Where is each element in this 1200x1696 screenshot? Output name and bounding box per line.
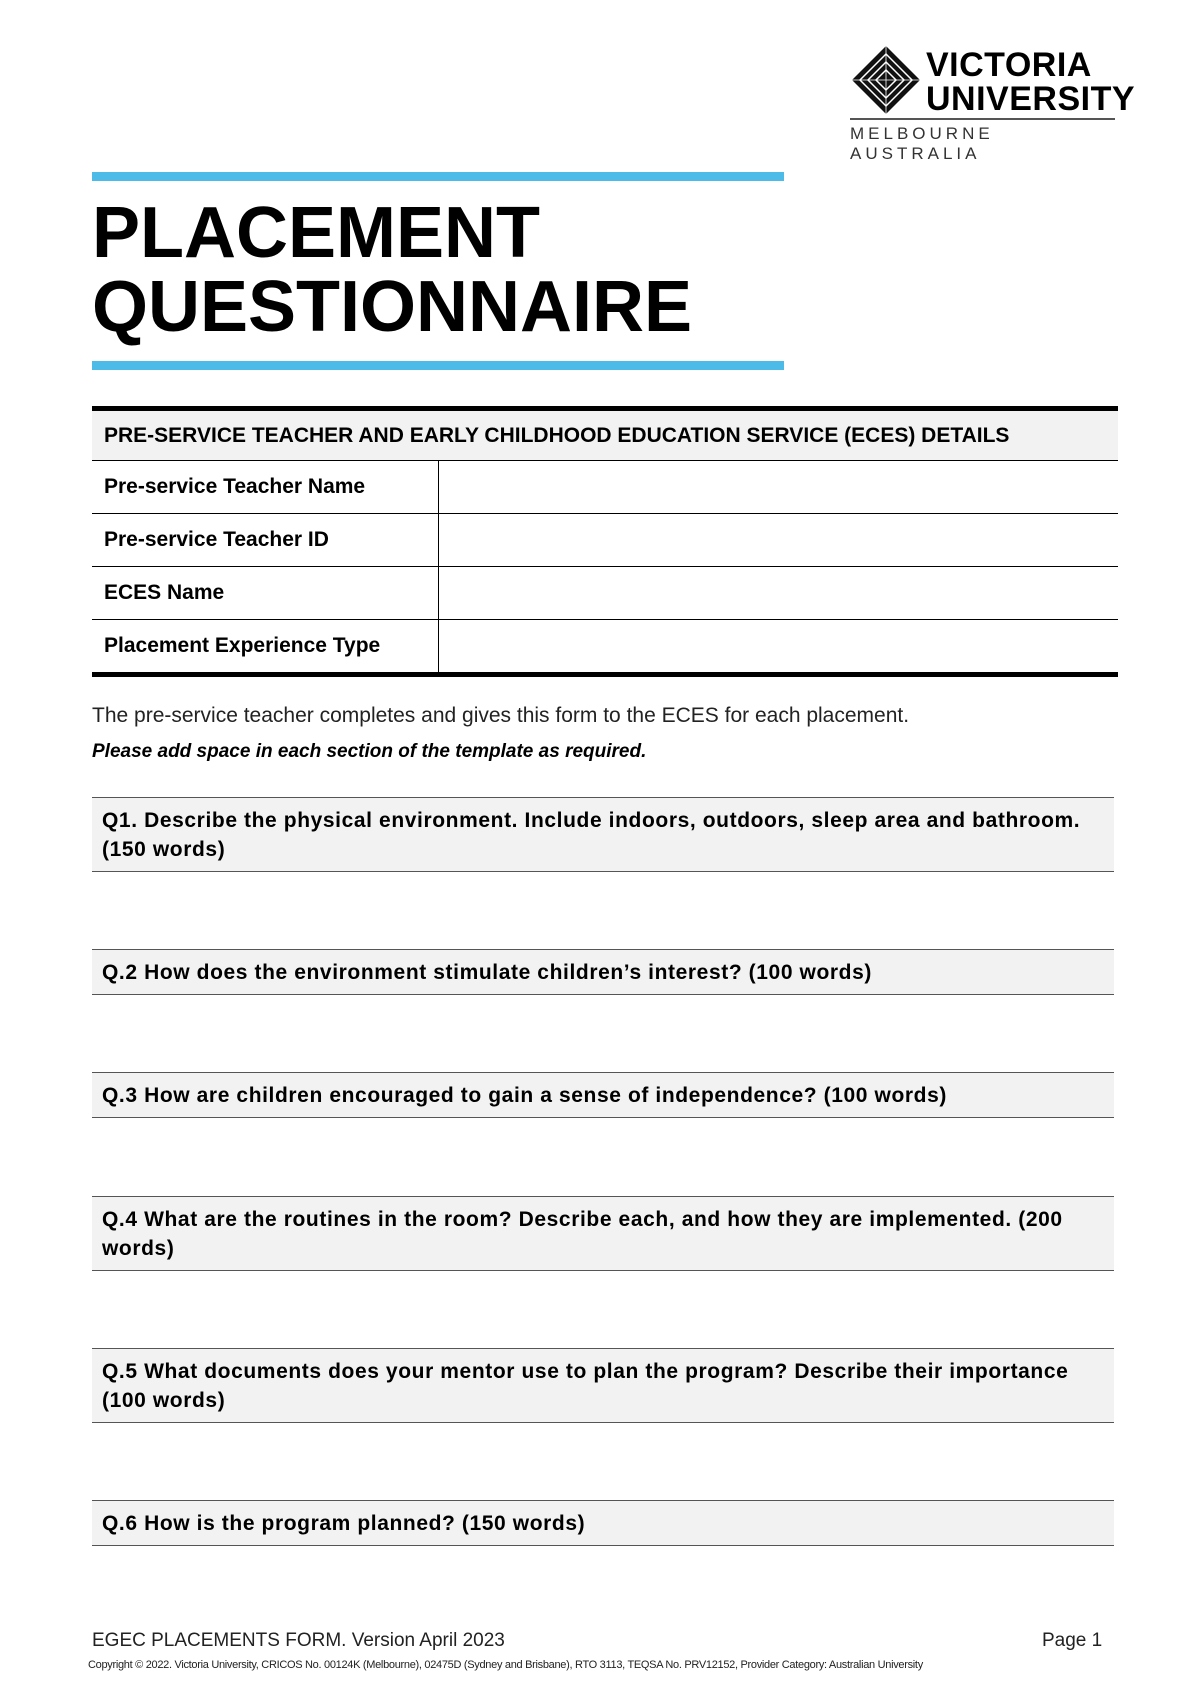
question-2-header: Q.2 How does the environment stimulate children’s interest? (100 words) (92, 949, 1114, 995)
table-row (92, 514, 1118, 567)
logo-divider (850, 118, 1115, 120)
question-5-header: Q.5 What documents does your mentor use to plan the program? Describe their importance (100 words) (92, 1348, 1114, 1423)
logo-line-location: MELBOURNE AUSTRALIA (850, 124, 994, 163)
field-label-teacher-name: Pre-service Teacher Name (92, 461, 439, 514)
field-teacher-id[interactable] (439, 514, 1119, 567)
field-teacher-name[interactable] (439, 461, 1119, 514)
details-table-header: PRE-SERVICE TEACHER AND EARLY CHILDHOOD EDUCATION SERVICE (ECES) DETAILS (92, 409, 1118, 461)
instruction-note: Please add space in each section of the template as required. (92, 741, 647, 762)
question-6-header: Q.6 How is the program planned? (150 words) (92, 1500, 1114, 1546)
field-label-eces-name: ECES Name (92, 567, 439, 620)
field-experience-type[interactable] (439, 620, 1119, 675)
field-label-experience-type: Placement Experience Type (92, 620, 439, 675)
question-4-header: Q.4 What are the routines in the room? Describe each, and how they are implemented. (200 words) (92, 1196, 1114, 1271)
table-row (92, 461, 1118, 514)
vu-diamond-emblem (850, 44, 922, 116)
title-top-rule (92, 172, 784, 181)
footer-page-number: Page 1 (1042, 1630, 1103, 1651)
footer-copyright: Copyright © 2022. Victoria University, CRICOS No. 00124K (Melbourne), 02475D (Sydney and Brisbane), RTO 3113, TEQSA No. PRV12152, Provider Category: Australian University (88, 1659, 923, 1671)
question-1-header: Q1. Describe the physical environment. Include indoors, outdoors, sleep area and bathroom. (150 words) (92, 797, 1114, 872)
field-eces-name[interactable] (439, 567, 1119, 620)
intro-text: The pre-service teacher completes and gives this form to the ECES for each placement. (92, 704, 910, 727)
page-title-line-1: PLACEMENT (92, 193, 540, 273)
field-label-teacher-id: Pre-service Teacher ID (92, 514, 439, 567)
details-table-header-row (92, 409, 1118, 461)
title-bottom-rule (92, 361, 784, 370)
table-row (92, 567, 1118, 620)
question-3-header: Q.3 How are children encouraged to gain a sense of independence? (100 words) (92, 1072, 1114, 1118)
logo-line-victoria: VICTORIA (926, 46, 1092, 84)
logo-line-university: UNIVERSITY (926, 80, 1136, 118)
footer-form-version: EGEC PLACEMENTS FORM. Version April 2023 (92, 1630, 505, 1651)
page-title-line-2: QUESTIONNAIRE (92, 267, 693, 347)
details-table (92, 406, 1118, 677)
victoria-university-logo (850, 44, 1136, 163)
table-row (92, 620, 1118, 675)
page-title (92, 193, 693, 347)
